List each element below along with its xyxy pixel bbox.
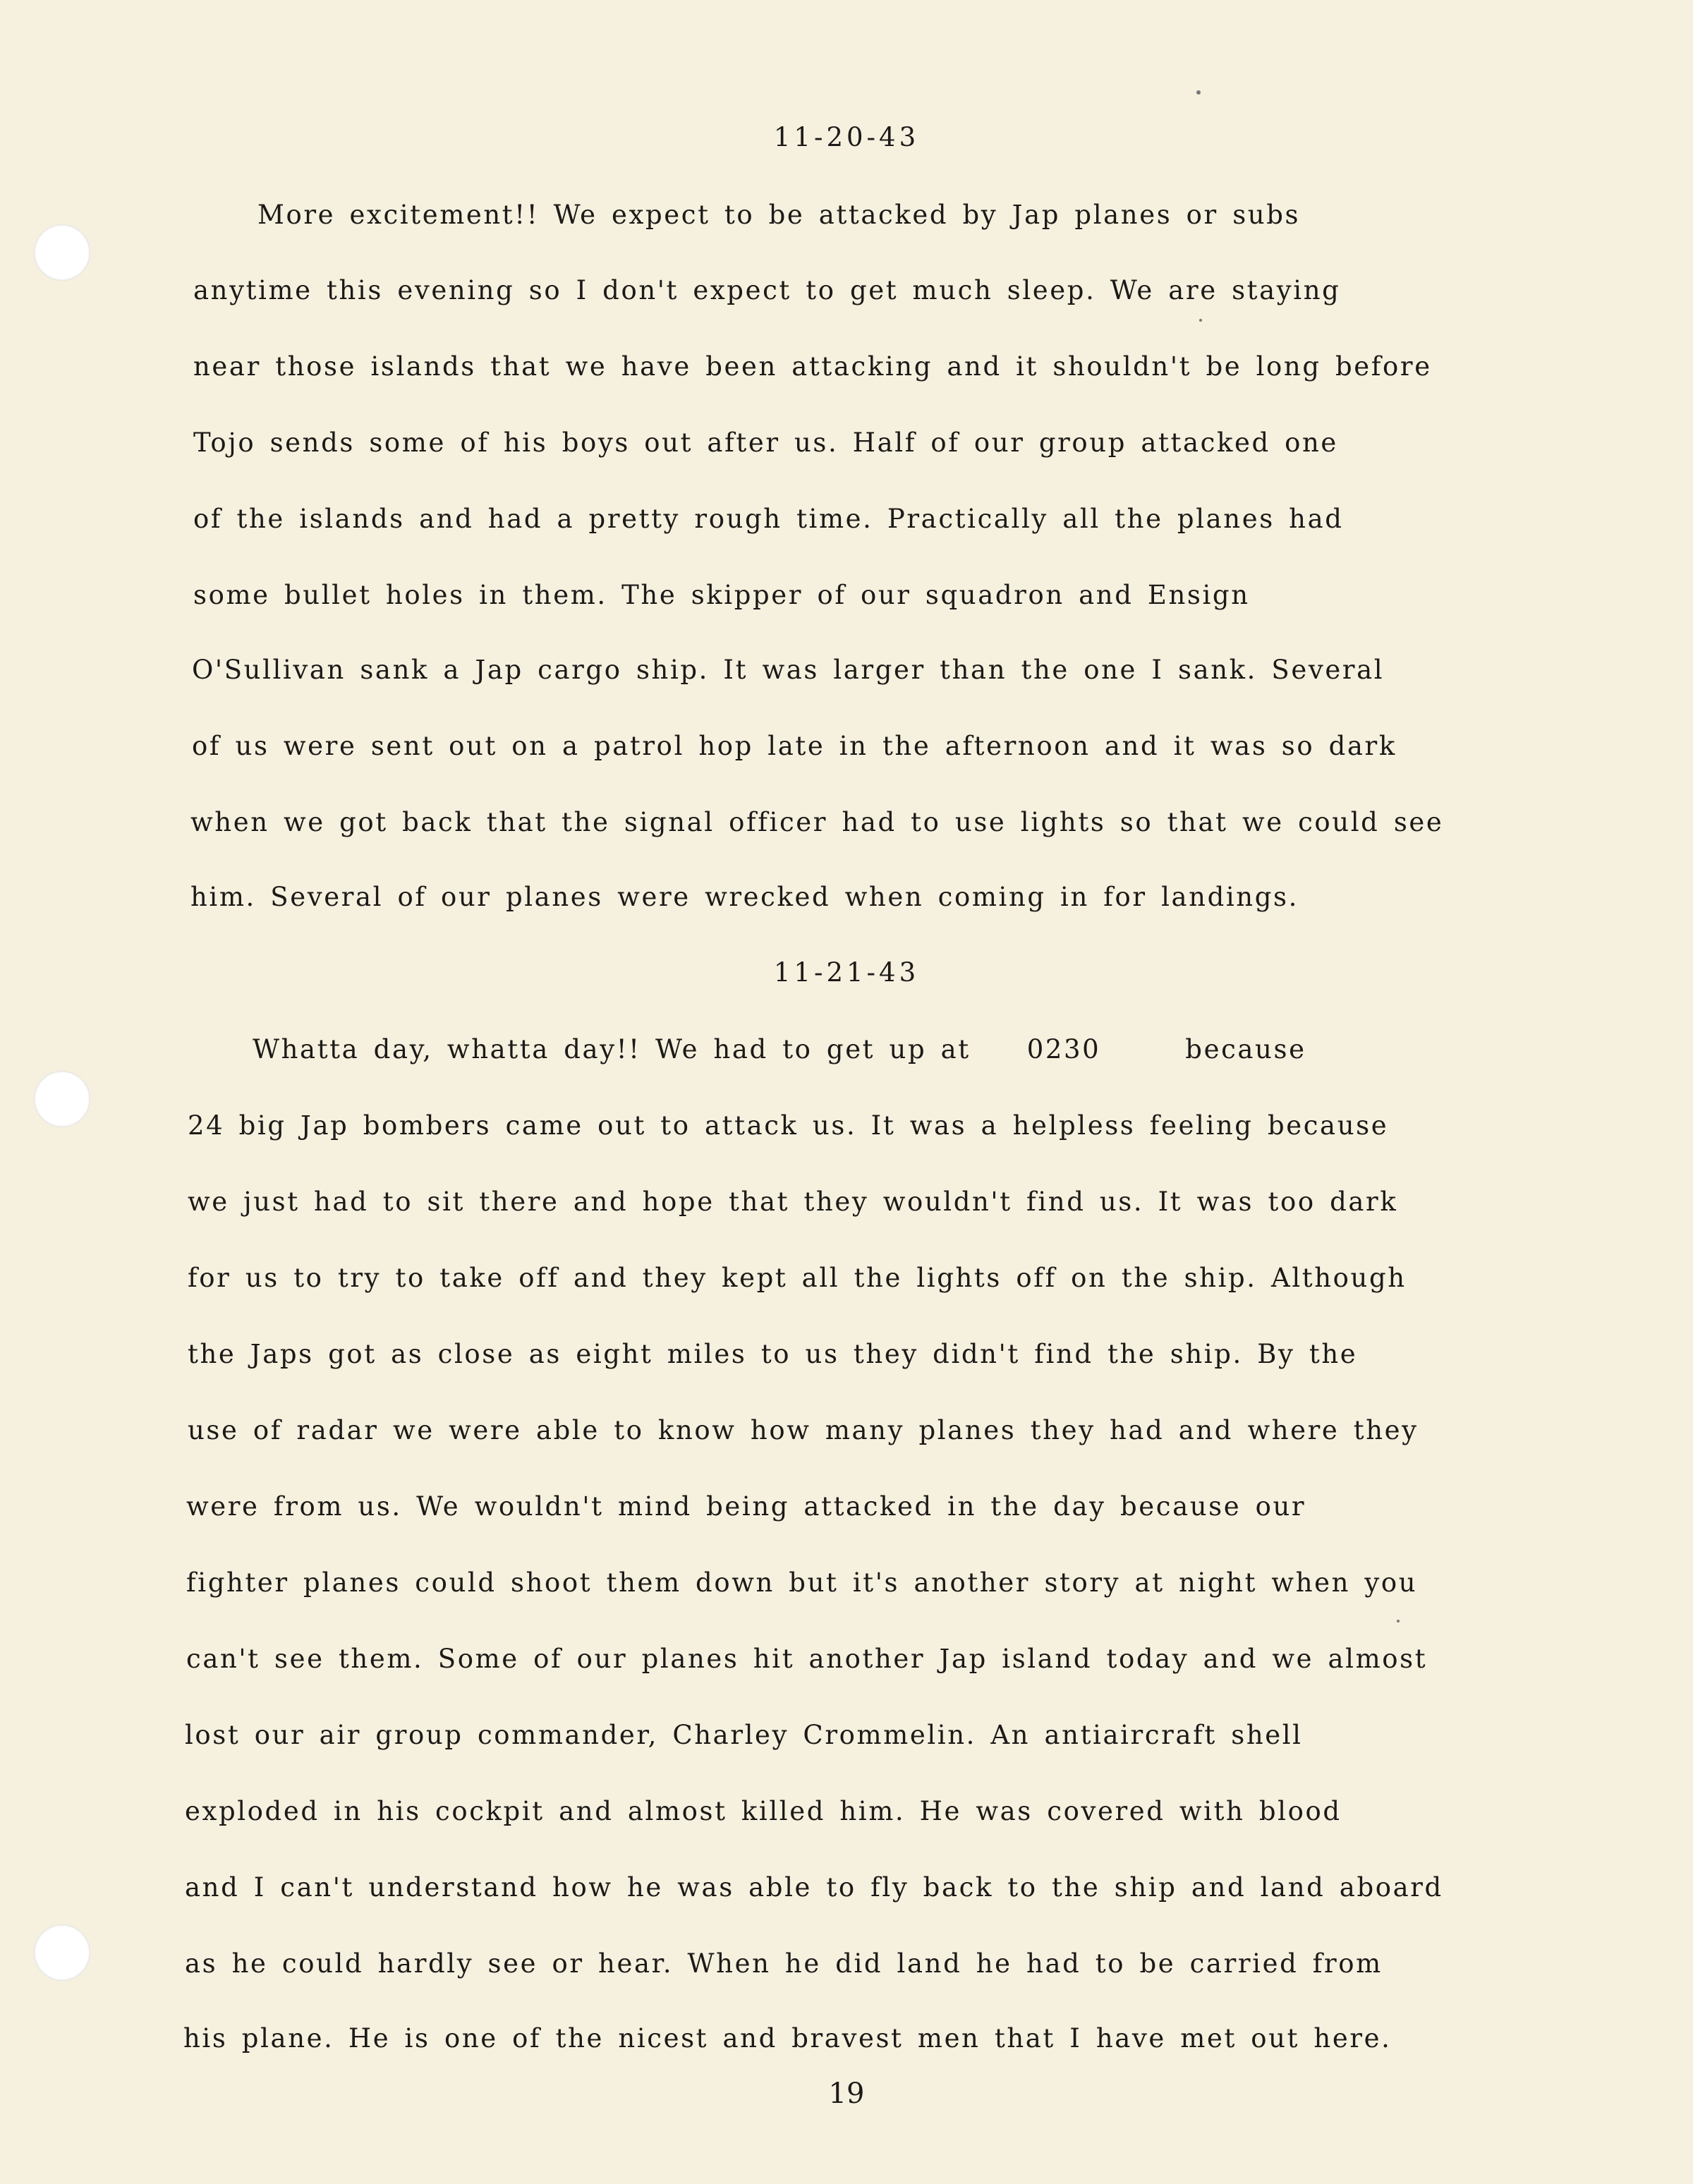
entry-date: 11-21-43 xyxy=(773,957,920,988)
page-number: 19 xyxy=(828,2077,865,2110)
entry-line: can't see them. Some of our planes hit another Jap island today and we almost xyxy=(186,1644,1428,1674)
entry-line: for us to try to take off and they kept all the lights off on the ship. Although xyxy=(188,1263,1407,1293)
entry-line: exploded in his cockpit and almost killed him. He was covered with blood xyxy=(185,1796,1342,1826)
paper-speck xyxy=(1199,319,1202,322)
entry-line: when we got back that the signal officer had to use lights so that we could see xyxy=(190,807,1444,837)
entry-line: Tojo sends some of his boys out after us. Half of our group attacked one xyxy=(193,427,1338,458)
entry-line: near those islands that we have been attacking and it shouldn't be long before xyxy=(193,351,1432,382)
entry-date: 11-20-43 xyxy=(773,122,920,152)
entry-line: of us were sent out on a patrol hop late in the afternoon and it was so dark xyxy=(192,731,1397,761)
paper-speck xyxy=(1397,1620,1400,1622)
punch-hole-middle xyxy=(34,1071,90,1127)
entry-line: 24 big Jap bombers came out to attack us. It was a helpless feeling because xyxy=(188,1110,1389,1141)
punch-hole-bottom xyxy=(34,1924,90,1981)
entry-line: we just had to sit there and hope that they wouldn't find us. It was too dark xyxy=(188,1187,1398,1217)
entry-line: him. Several of our planes were wrecked when coming in for landings. xyxy=(190,882,1299,912)
entry-line: fighter planes could shoot them down but it's another story at night when you xyxy=(186,1567,1418,1598)
entry-line: O'Sullivan sank a Jap cargo ship. It was larger than the one I sank. Several xyxy=(192,655,1385,685)
entry-line: the Japs got as close as eight miles to us they didn't find the ship. By the xyxy=(188,1339,1358,1369)
entry-line: lost our air group commander, Charley Crommelin. An antiaircraft shell xyxy=(185,1720,1303,1750)
entry-line: and I can't understand how he was able to fly back to the ship and land aboard xyxy=(185,1872,1443,1903)
entry-line-part: because xyxy=(1185,1034,1306,1064)
entry-first-line xyxy=(253,1034,1306,1064)
punch-hole-top xyxy=(34,224,90,281)
entry-line: some bullet holes in them. The skipper of our squadron and Ensign xyxy=(193,580,1250,610)
entry-line-part: Whatta day, whatta day!! We had to get up at xyxy=(253,1034,971,1064)
entry-line: his plane. He is one of the nicest and bravest men that I have met out here. xyxy=(183,2023,1392,2053)
paper-speck xyxy=(1196,90,1201,95)
entry-line: anytime this evening so I don't expect to get much sleep. We are staying xyxy=(193,275,1341,305)
entry-line: were from us. We wouldn't mind being attacked in the day because our xyxy=(186,1491,1306,1522)
entry-line: use of radar we were able to know how many planes they had and where they xyxy=(188,1415,1419,1445)
entry-line: of the islands and had a pretty rough time. Practically all the planes had xyxy=(193,504,1344,534)
entry-line: More excitement!! We expect to be attacked by Jap planes or subs xyxy=(257,200,1301,230)
entry-time: 0230 xyxy=(1026,1034,1101,1064)
entry-line: as he could hardly see or hear. When he did land he had to be carried from xyxy=(185,1948,1383,1979)
